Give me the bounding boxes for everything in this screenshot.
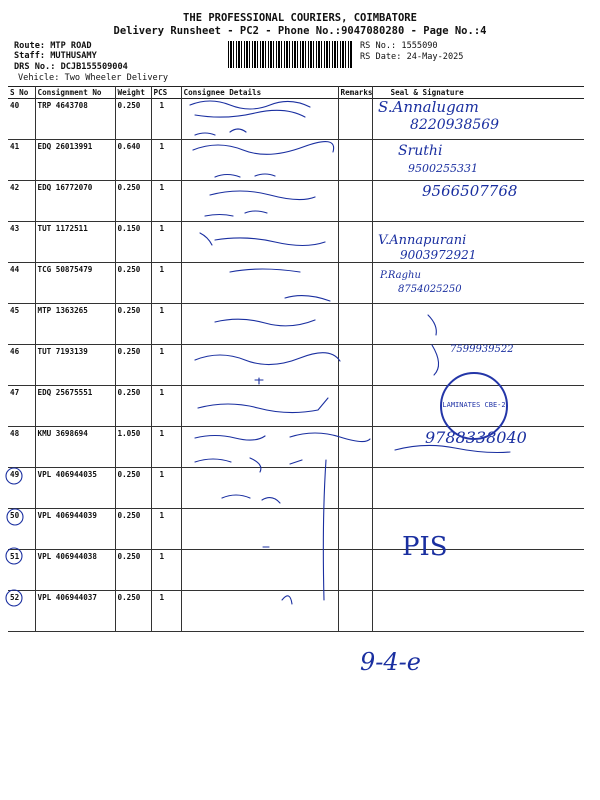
- col-header-sno: S No: [10, 88, 29, 97]
- weight-cell: 1.050: [115, 427, 151, 468]
- pcs-cell: 1: [151, 468, 181, 509]
- pcs-cell: 1: [151, 591, 181, 632]
- consignment-cell: EDQ 25675551: [35, 386, 115, 427]
- phone-row-48: 9788338040: [425, 428, 527, 447]
- sno-cell: 41: [10, 142, 20, 151]
- consignment-cell: VPL 406944037: [35, 591, 115, 632]
- sno-cell: 47: [10, 388, 20, 397]
- consignment-cell: EDQ 26013991: [35, 140, 115, 181]
- phone-row-42: 9566507768: [422, 182, 518, 200]
- rs-date: RS Date: 24-May-2025: [360, 52, 464, 62]
- consignment-cell: TCG 50875479: [35, 263, 115, 304]
- pcs-cell: 1: [151, 550, 181, 591]
- company-stamp: LAMINATES CBE-2: [440, 372, 508, 440]
- signature-row-43: V.Annapurani: [378, 233, 467, 248]
- phone-row-46: 7599939522: [450, 344, 514, 355]
- weight-cell: 0.250: [115, 304, 151, 345]
- consignment-cell: MTP 1363265: [35, 304, 115, 345]
- pcs-cell: 1: [151, 140, 181, 181]
- weight-cell: 0.250: [115, 181, 151, 222]
- sno-cell: 42: [10, 183, 20, 192]
- weight-cell: 0.250: [115, 386, 151, 427]
- weight-cell: 0.150: [115, 222, 151, 263]
- weight-cell: 0.640: [115, 140, 151, 181]
- pcs-cell: 1: [151, 304, 181, 345]
- consignment-cell: VPL 406944039: [35, 509, 115, 550]
- pcs-cell: 1: [151, 509, 181, 550]
- consignment-cell: VPL 406944035: [35, 468, 115, 509]
- sno-cell: 45: [10, 306, 20, 315]
- route-label: Route: MTP ROAD: [14, 41, 92, 51]
- weight-cell: 0.250: [115, 509, 151, 550]
- pcs-cell: 1: [151, 181, 181, 222]
- signature-row-41: Sruthi: [398, 143, 443, 159]
- pcs-cell: 1: [151, 263, 181, 304]
- weight-cell: 0.250: [115, 550, 151, 591]
- pcs-cell: 1: [151, 427, 181, 468]
- rs-number: RS No.: 1555090: [360, 41, 438, 51]
- col-header-consignee: Consignee Details: [181, 87, 338, 99]
- sno-cell: 44: [10, 265, 20, 274]
- pcs-cell: 1: [151, 222, 181, 263]
- consignment-cell: TUT 1172511: [35, 222, 115, 263]
- pis-note: PIS: [402, 532, 448, 562]
- consignment-cell: TRP 4643708: [35, 99, 115, 140]
- company-title: THE PROFESSIONAL COURIERS, COIMBATORE: [183, 12, 417, 24]
- signature-row-44: P.Raghu: [380, 270, 421, 281]
- phone-row-43: 9003972921: [400, 248, 477, 262]
- pcs-cell: 1: [151, 345, 181, 386]
- col-header-pcs: PCS: [151, 87, 181, 99]
- sno-cell: 50: [10, 511, 20, 520]
- weight-cell: 0.250: [115, 345, 151, 386]
- weight-cell: 0.250: [115, 263, 151, 304]
- sno-cell: 43: [10, 224, 20, 233]
- weight-cell: 0.250: [115, 591, 151, 632]
- runsheet-title: Delivery Runsheet - PC2 - Phone No.:9047080280 - Page No.:4: [113, 25, 487, 37]
- consignment-cell: EDQ 16772070: [35, 181, 115, 222]
- sno-cell: 52: [10, 593, 20, 602]
- staff-label: Staff: MUTHUSAMY: [14, 51, 97, 61]
- weight-cell: 0.250: [115, 99, 151, 140]
- consignment-cell: KMU 3698694: [35, 427, 115, 468]
- drs-number: DRS No.: DCJB155509004: [14, 62, 128, 72]
- col-header-consignment: Consignment No: [35, 87, 115, 99]
- weight-cell: 0.250: [115, 468, 151, 509]
- sno-cell: 51: [10, 552, 20, 561]
- col-header-signature: Seal & Signature: [372, 87, 584, 99]
- phone-row-44: 8754025250: [398, 284, 462, 295]
- sno-cell: 48: [10, 429, 20, 438]
- col-header-remarks: Remarks: [338, 87, 372, 99]
- vehicle-label: Vehicle: Two Wheeler Delivery: [18, 73, 169, 83]
- sno-cell: 46: [10, 347, 20, 356]
- sno-cell: 49: [10, 470, 20, 479]
- phone-row-40: 8220938569: [410, 117, 500, 133]
- footer-note: 9-4-e: [360, 648, 421, 676]
- consignment-cell: TUT 7193139: [35, 345, 115, 386]
- signature-row-40: S.Annalugam: [378, 98, 479, 116]
- pcs-cell: 1: [151, 99, 181, 140]
- consignment-cell: VPL 406944038: [35, 550, 115, 591]
- phone-row-41: 9500255331: [408, 162, 478, 175]
- pcs-cell: 1: [151, 386, 181, 427]
- sno-cell: 40: [10, 101, 20, 110]
- col-header-weight: Weight: [115, 87, 151, 99]
